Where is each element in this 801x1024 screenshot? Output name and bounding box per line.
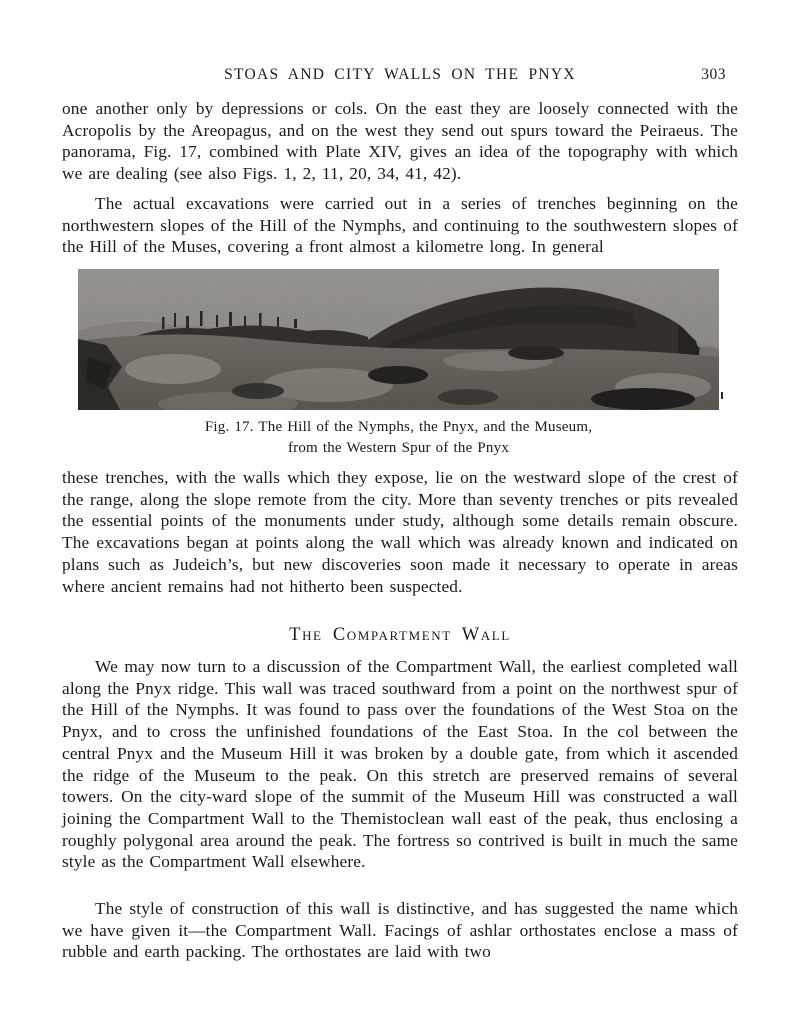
- section-heading-compartment-wall: The Compartment Wall: [289, 625, 511, 645]
- panorama-photo-illustration: [78, 269, 719, 410]
- paragraph-3: these trenches, with the walls which they expose, lie on the westward slope of the crest of the range, along the slope remote from the city. More than seventy trenches or pits revealed the essential points of the monuments under study, although some details remain obscure. The excavations began at points along the wall which was already known and indicated on plans such as Judeich’s, but new discoveries soon made it necessary to operate in areas where ancient remains had not hitherto been suspected.: [62, 468, 738, 596]
- figure-caption-line-2: from the Western Spur of the Pnyx: [287, 439, 510, 456]
- paragraph-2: The actual excavations were carried out in a series of trenches beginning on the northwestern slopes of the Hill of the Nymphs, and continuing to the southwestern slopes of the Hill of the Muses, covering a front almost a kilometre long. In general: [62, 194, 738, 257]
- running-head: [62, 66, 738, 84]
- paragraph-5: The style of construction of this wall is distinctive, and has suggested the name which we have given it—the Compartment Wall. Facings of ashlar orthostates enclose a mass of rubble and earth packing. The orthostates are laid with two: [62, 899, 738, 962]
- page-number: 303: [701, 66, 726, 83]
- figure-17-caption: [78, 417, 719, 458]
- scan-artifact-speck: [721, 392, 723, 399]
- figure-caption-line-1: Fig. 17. The Hill of the Nymphs, the Pnyx, and the Museum,: [204, 419, 593, 435]
- running-title: STOAS AND CITY WALLS ON THE PNYX: [224, 66, 576, 83]
- figure-17-photo: [78, 269, 719, 410]
- paragraph-1: one another only by depressions or cols. On the east they are loosely connected with the Acropolis by the Areopagus, and on the west they send out spurs toward the Peiraeus. The panorama, Fig. 17, combined with Plate XIV, gives an idea of the topography with which we are dealing (see also Figs. 1, 2, 11, 20, 34, 41, 42).: [62, 99, 738, 184]
- paragraph-4: We may now turn to a discussion of the Compartment Wall, the earliest completed wall along the Pnyx ridge. This wall was traced southward from a point on the northwest spur of the Hill of the Nymphs. It was found to pass over the foundations of the West Stoa on the Pnyx, and to cross the unfinished foundations of the East Stoa. In the col between the central Pnyx and the Museum Hill it was broken by a double gate, from which it ascended the ridge of the Museum to the peak. On this stretch are preserved remains of several towers. On the city-ward slope of the summit of the Museum Hill was constructed a wall joining the Compartment Wall to the Themistoclean wall east of the peak, thus enclosing a roughly polygonal area around the peak. The fortress so contrived is built in much the same style as the Compartment Wall elsewhere.: [62, 657, 738, 872]
